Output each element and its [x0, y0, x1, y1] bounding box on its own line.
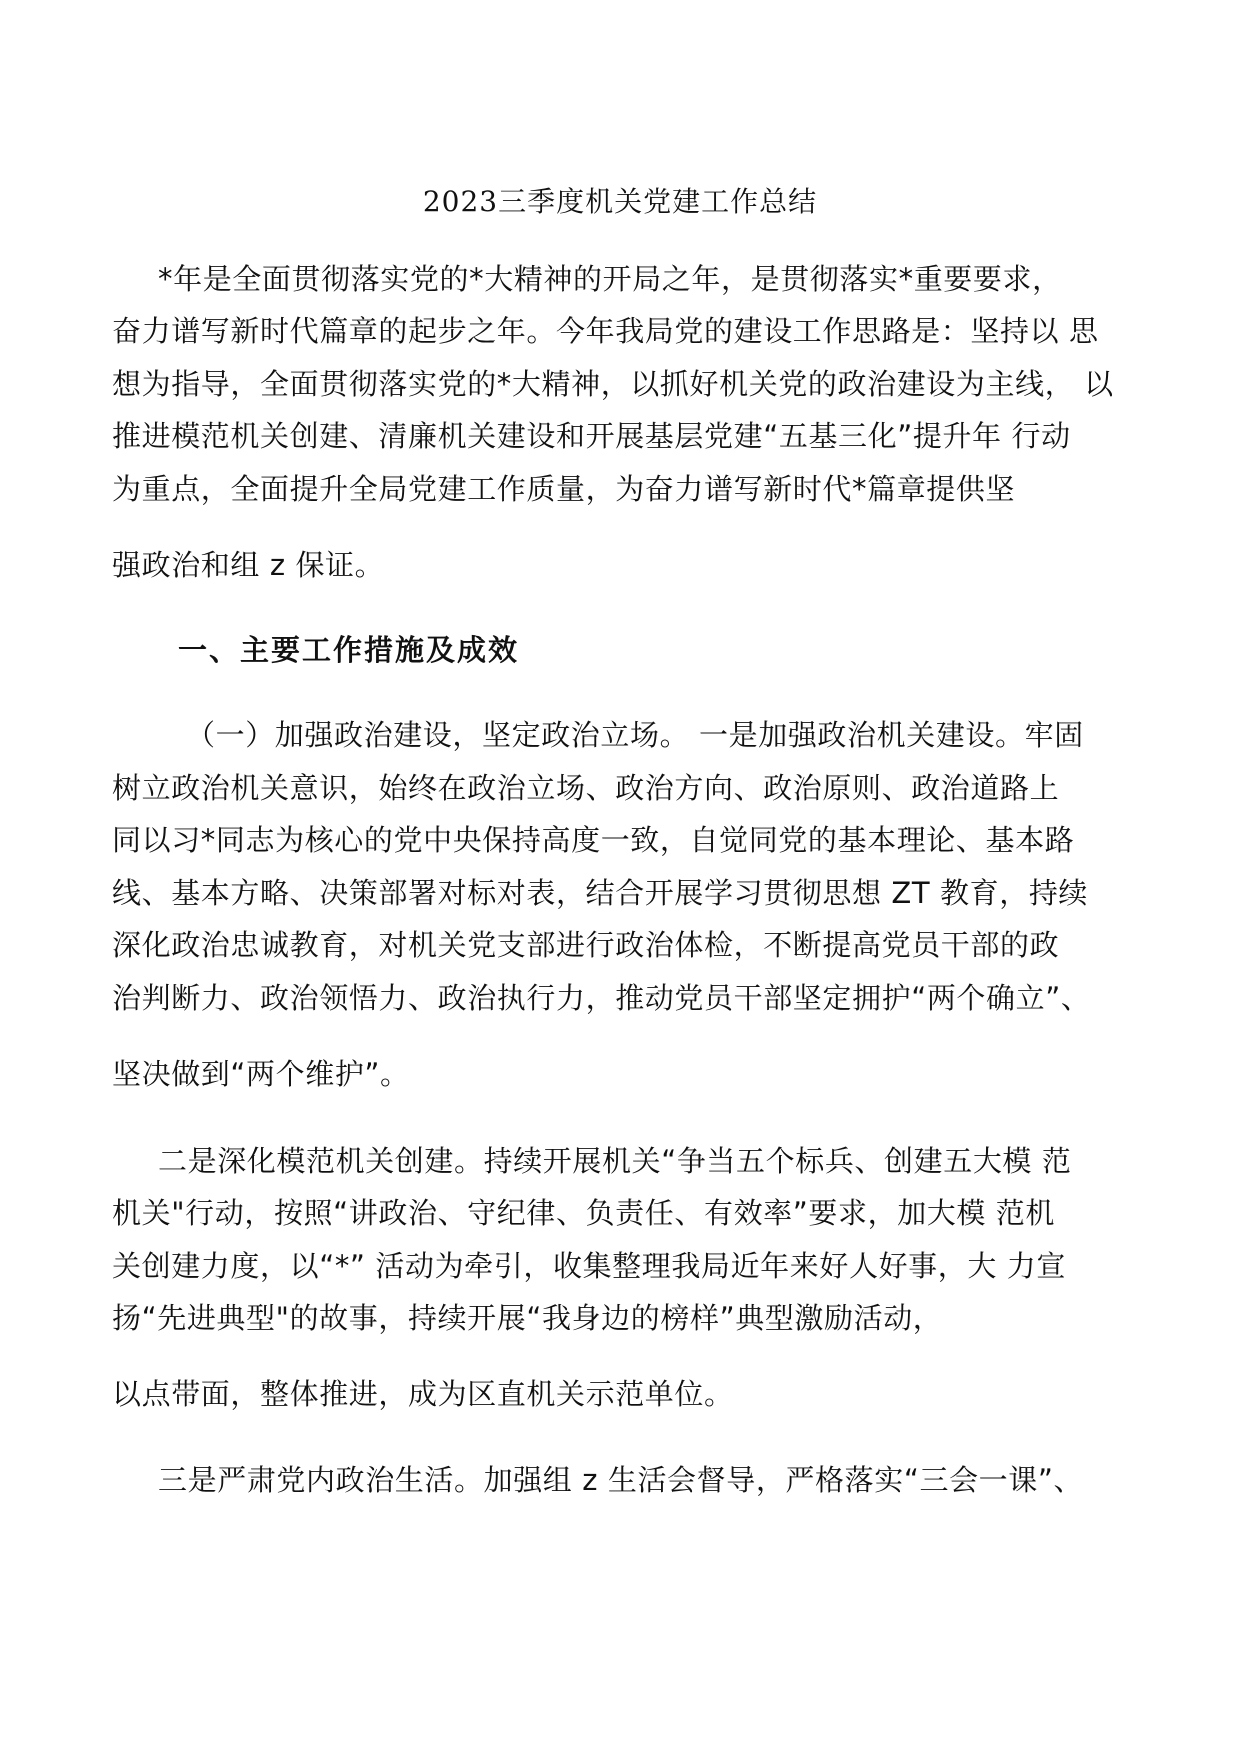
paragraph-2-line-3: 关创建力度，以“*” 活动为牵引，收集整理我局近年来好人好事，大 力宣 — [112, 1249, 1066, 1283]
intro-line-2: 奋力谱写新时代篇章的起步之年。今年我局党的建设工作思路是：坚持以 思 — [112, 314, 1099, 348]
paragraph-1-line-4: 线、基本方略、决策部署对标对表，结合开展学习贯彻思想 ZT 教育，持续 — [112, 876, 1089, 910]
section-heading: 一、主要工作措施及成效 — [178, 633, 520, 667]
paragraph-1-line-6: 治判断力、政治领悟力、政治执行力，推动党员干部坚定拥护“两个确立”、 — [112, 981, 1091, 1015]
paragraph-1-line-1: （一）加强政治建设，坚定政治立场。 一是加强政治机关建设。牢固 — [186, 718, 1084, 752]
paragraph-1-line-5: 深化政治忠诚教育，对机关党支部进行政治体检，不断提高党员干部的政 — [112, 928, 1060, 962]
intro-line-6: 强政治和组 z 保证。 — [112, 548, 385, 582]
intro-line-4: 推进模范机关创建、清廉机关建设和开展基层党建“五基三化”提升年 行动 — [112, 419, 1071, 453]
paragraph-1-line-3: 同以习*同志为核心的党中央保持高度一致，自觉同党的基本理论、基本路 — [112, 823, 1075, 857]
paragraph-2-line-2: 机关"行动，按照“讲政治、守纪律、负责任、有效率”要求，加大模 范机 — [112, 1196, 1056, 1230]
paragraph-2-line-4: 扬“先进典型"的故事，持续开展“我身边的榜样”典型激励活动， — [112, 1301, 943, 1335]
paragraph-2-line-5: 以点带面，整体推进，成为区直机关示范单位。 — [112, 1377, 734, 1411]
paragraph-2-line-1: 二是深化模范机关创建。持续开展机关“争当五个标兵、创建五大模 范 — [158, 1144, 1072, 1178]
document-title: 2023三季度机关党建工作总结 — [422, 185, 818, 218]
paragraph-1-line-7: 坚决做到“两个维护”。 — [112, 1057, 410, 1091]
intro-line-1: *年是全面贯彻落实党的*大精神的开局之年，是贯彻落实*重要要求， — [158, 262, 1062, 296]
paragraph-3-line-1: 三是严肃党内政治生活。加强组 z 生活会督导，严格落实“三会一课”、 — [158, 1463, 1084, 1497]
intro-line-3: 想为指导，全面贯彻落实党的*大精神，以抓好机关党的政治建设为主线， 以 — [112, 367, 1114, 401]
paragraph-1-line-2: 树立政治机关意识，始终在政治立场、政治方向、政治原则、政治道路上 — [112, 771, 1060, 805]
intro-line-5: 为重点，全面提升全局党建工作质量，为奋力谱写新时代*篇章提供坚 — [112, 472, 1016, 506]
